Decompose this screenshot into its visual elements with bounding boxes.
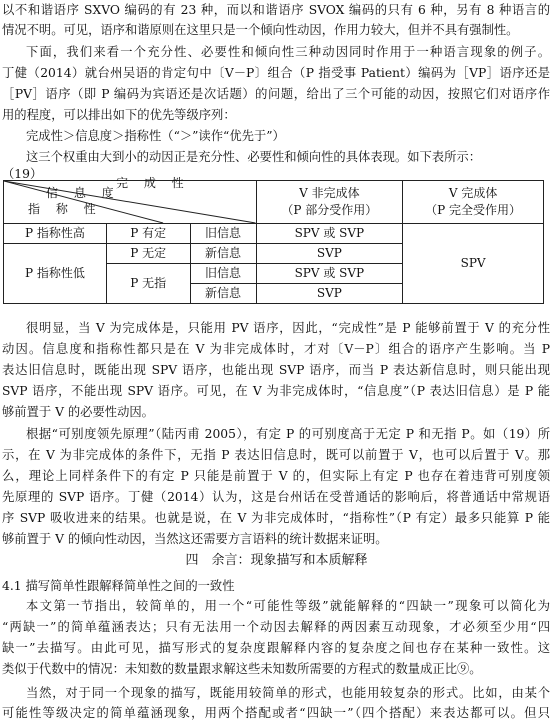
priority-sequence: 完成性＞信息度＞指称性（“＞”读作“优先于”） <box>26 129 285 143</box>
column-title: V 非完成体 <box>299 186 360 200</box>
paragraph-line: 以不和谐语序 SXVO 编码的有 23 种，而以和谐语序 SVOX 编码的只有 6 种，另有 8 种语言的 <box>2 3 550 17</box>
cell-order: SVP <box>256 244 403 264</box>
cell-old-info: 旧信息 <box>190 264 256 284</box>
paragraph-line: 表达旧信息时，既能出现 SPV 语序，也能出现 SVP 语序，而当 P 表达新信息时，则只能出现 <box>2 363 550 377</box>
paragraph-line: 动因。信息度和指称性都只是在 V 为非完成体时，才对〔V－P〕组合的语序产生影响。当 P <box>2 342 550 356</box>
paragraph-line: 很明显，当 V 为完成体是，只能用 PV 语序，因此，“完成性”是 P 能够前置于 V 的充分性 <box>26 321 550 335</box>
subsection-title: 4.1 描写简单性跟解释简单性之间的一致性 <box>2 579 235 593</box>
paragraph-line: SVP 语序，不能出现 SPV 语序。可见，在 V 为非完成体时，“信息度”（P 表达旧信息）是 P 能 <box>2 384 550 398</box>
column-header-nonperfective <box>256 181 403 224</box>
cell-nonreferential: P 无指 <box>106 264 190 304</box>
header-completeness: 完 成 性 <box>116 176 190 190</box>
column-subtitle: （P 部分受作用） <box>281 203 378 217</box>
row-label-low: P 指称性低 <box>4 244 107 304</box>
paragraph-line: 示，在 V 为非完成体的条件下，无指 P 表达旧信息时，既可以前置于 V，也可以后置于 V。那 <box>2 448 550 462</box>
cell-old-info: 旧信息 <box>190 224 256 244</box>
paragraph-line: 用的程度，可以排出如下的优先等级序列： <box>2 108 236 122</box>
paragraph-line: 这三个权重由大到小的动因正是充分性、必要性和倾向性的具体表现。如下表所示： <box>26 150 481 164</box>
paragraph-line: “两缺一”的简单蕴涵表达；只有无法用一个动因去解释的两因素互动现象，才必须至少用“四 <box>2 620 550 634</box>
column-title: V 完成体 <box>448 186 498 200</box>
header-info-degree: 信 息 度 <box>46 186 120 200</box>
cell-order: SVP <box>256 284 403 304</box>
paragraph-line: 丁健（2014）就台州吴语的肯定句中〔V－P〕组合（P 指受事 Patient）编码为［VP］语序还是 <box>2 66 550 80</box>
paragraph-line: 情况不明。可见，语序和谐原则在这里只是一个倾向性动因，作用力较大，但并不具有强制性。 <box>2 23 519 37</box>
cell-perfective-order: SPV <box>403 224 544 304</box>
paragraph-line: 当然，对于同一个现象的描写，既能用较简单的形式，也能用较复杂的形式。比如，由某个 <box>26 686 550 700</box>
paragraph-line: 类似于代数中的情况：未知数的数量跟求解这些未知数所需要的方程式的数量成正比⑨。 <box>2 662 482 676</box>
cell-new-info: 新信息 <box>190 284 256 304</box>
cell-order: SPV 或 SVP <box>256 224 403 244</box>
cell-definite: P 有定 <box>106 224 190 244</box>
cell-indefinite: P 无定 <box>106 244 190 264</box>
column-subtitle: （P 完全受作用） <box>425 203 522 217</box>
column-header-perfective <box>403 181 544 224</box>
paragraph-line: 先原理的 SVP 语序。丁健（2014）认为，这是台州话在受普通话的影响后，将普通话中常规语 <box>2 490 550 504</box>
header-referentiality: 指 称 性 <box>28 202 102 216</box>
paragraph-line: 够前置于 V 的必要性动因。 <box>2 405 154 419</box>
example-number: （19） <box>2 167 43 181</box>
paragraph-line: 缺一”去描写。由此可见，描写形式的复杂度跟解释内容的复杂度之间也存在某种一致性。这 <box>2 641 550 655</box>
factor-table <box>3 176 544 304</box>
paragraph-line: 根据“可别度领先原理”（陆丙甫 2005），有定 P 的可别度高于无定 P 和无指 P。如（19）所 <box>26 427 550 441</box>
paragraph-line: 可能性等级决定的简单蕴涵现象，用两个搭配或者“四缺一”（四个搭配）来表达都可以。但只 <box>2 706 550 720</box>
table-diagonal-header <box>4 176 257 224</box>
row-label-high: P 指称性高 <box>4 224 107 244</box>
paragraph-line: ［PV］语序（即 P 编码为宾语还是次话题）的问题，给出了三个可能的动因，按照它们对语序作 <box>2 87 550 101</box>
cell-new-info: 新信息 <box>190 244 256 264</box>
paragraph-line: 序 SVP 吸收进来的结果。也就是说，在 V 为非完成体时，“指称性”（P 有定）最多只能算 P 能 <box>2 511 550 525</box>
section-title: 四 余言：现象描写和本质解释 <box>185 553 368 568</box>
table-row <box>4 224 544 244</box>
paragraph-line: 本文第一节指出，较简单的，用一个“可能性等级”就能解释的“四缺一”现象可以简化为 <box>26 599 550 613</box>
paragraph-line: 够前置于 V 的倾向性动因，当然这还需要方言语料的统计数据来证明。 <box>2 532 388 546</box>
cell-order: SPV 或 SVP <box>256 264 403 284</box>
paragraph-line: 么，理论上同样条件下的有定 P 只能是前置于 V 的，但实际上有定 P 也存在着违背可别度领 <box>2 469 550 483</box>
paragraph-line: 下面，我们来看一个充分性、必要性和倾向性三种动因同时作用于一种语言现象的例子。 <box>26 45 550 59</box>
